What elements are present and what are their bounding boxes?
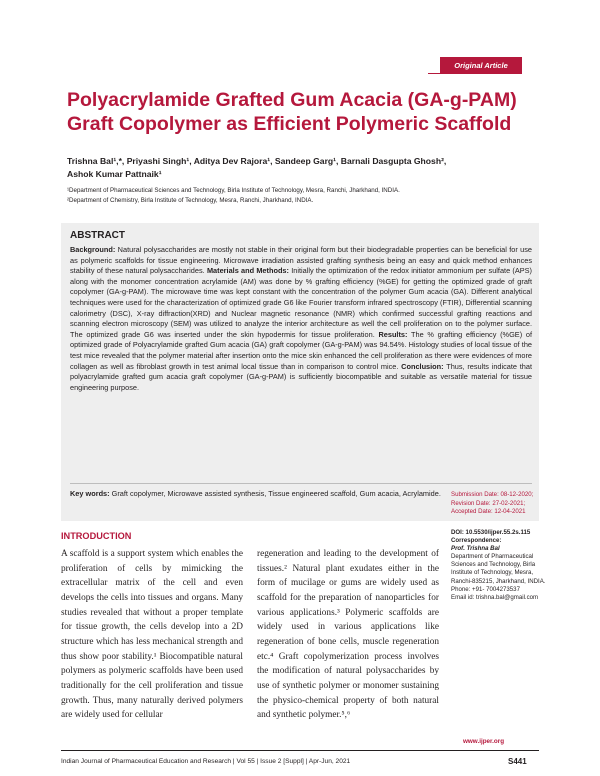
title-line-1: Polyacrylamide Grafted Gum Acacia (GA-g-PAM) xyxy=(67,89,517,111)
authors-line-2: Ashok Kumar Pattnaik¹ xyxy=(67,169,162,179)
background-text: Natural polysaccharides are mostly not stable in their original form but their biodegradable properties can be beneficial for use as polymeric scaffolds for tissue engineering. Microwave irradiation assisted grafting synthesis being an easy and quick method enhances stability of these natural polysaccharides. xyxy=(70,245,532,276)
corresponding-author-email[interactable]: Email id: trishna.bal@gmail.com xyxy=(451,593,539,601)
doi-link[interactable]: DOI: 10.5530/ijper.55.2s.115 xyxy=(451,529,531,536)
footer-divider xyxy=(61,750,539,751)
keywords-text: Graft copolymer, Microwave assisted synthesis, Tissue engineered scaffold, Gum acacia, Acrylamide. xyxy=(109,489,441,498)
corresponding-author-phone: Phone: +91- 7004273537 xyxy=(451,585,520,593)
abstract-divider xyxy=(70,483,532,484)
methods-text: Initially the optimization of the redox initiator ammonium per sulfate (APS) along with the monomer concentration acrylamide (AM) was done by % grafting efficiency (%GE) for getting the optimized grade of graft copolymer (GA-g-PAM). The microwave time was kept constant with the concentration of the polymer Gum acacia (GA). Different analytical techniques were used for the characterization of optimized grade G6 like Fourier transform infrared spectroscopy (FTIR), Differential scanning calorimetry (DSC), X-ray diffraction(XRD) and Nuclear magnetic resonance (NMR) which confirmed successful grafting reactions and scanning electron microscopy (SEM) was utilized to analyze the interior architecture as well the cell proliferation on to the polymer surface. The optimized grade G6 was inserted under the skin hypodermis for tissue proliferation. xyxy=(70,266,532,339)
results-text: The % grafting efficiency (%GE) of optimized grade of Polyacrylamide grafted Gum acacia (GA) graft copolymer (GA-g-PAM) was 94.54%. Histology studies of local tissue of the test mice revealed that the polymer material after insertion onto the mice skin enhanced the cell proliferation as there were evidences of more collagen as well as fibroblast growth in test animal local tissue than in comparison to control mice. xyxy=(70,329,532,371)
journal-footer: Indian Journal of Pharmaceutical Education and Research | Vol 55 | Issue 2 [Suppl] | Apr-Jun, 2021 xyxy=(61,758,351,765)
corresponding-author-address: Department of Pharmaceutical Sciences and Technology, Birla Institute of Technology, Mesra, Ranchi-835215, Jharkhand, INDIA. xyxy=(451,553,546,585)
conclusion-text: Thus, results indicate that polyacrylamide grafted gum acacia graft copolymer (GA-g-PAM) is sufficiently biocompatible and suitable as versatile material for tissue engineering purpose. xyxy=(70,361,532,392)
revision-date: Revision Date: 27-02-2021; xyxy=(451,499,526,507)
methods-label: Materials and Methods: xyxy=(204,266,289,276)
conclusion-label: Conclusion: xyxy=(398,361,444,371)
results-label: Results: xyxy=(374,329,408,339)
authors-line-1: Trishna Bal¹,*, Priyashi Singh¹, Aditya Dev Rajora¹, Sandeep Garg¹, Barnali Dasgupta Ghosh², xyxy=(67,156,447,166)
correspondence-block xyxy=(451,529,551,602)
introduction-heading: INTRODUCTION xyxy=(61,531,132,541)
introduction-column-2: regeneration and leading to the development of tissues.² Natural plant exudates either in the form of mucilage or gums are widely used as scaffold for the preparation of nanoparticles for various applications.³ Polymeric scaffolds are widely used in various applications like regeneration of bone cells, muscle regeneration etc.⁴ Graft copolymerization process involves the modification of natural polysaccharides by use of synthetic polymer or monomer sustaining the physico-chemical property of both natural and synthetic polymer.⁵,⁶ xyxy=(257,549,439,721)
correspondence-heading: Correspondence: xyxy=(451,537,502,545)
affiliations xyxy=(67,186,537,206)
article-type-badge xyxy=(440,57,522,73)
accepted-date: Accepted Date: 12-04-2021 xyxy=(451,508,526,516)
badge-underline xyxy=(428,73,522,74)
keywords-label: Key words: xyxy=(70,489,110,498)
journal-website-link[interactable]: www.ijper.org xyxy=(463,738,505,745)
page-number: S441 xyxy=(508,757,527,766)
background-label: Background: xyxy=(70,245,116,254)
corresponding-author-name: Prof. Trishna Bal xyxy=(451,545,500,553)
affiliation-1: ¹Department of Pharmaceutical Sciences and Technology, Birla Institute of Technology, Mesra, Ranchi, Jharkhand, INDIA. xyxy=(67,187,400,194)
introduction-column-1: A scaffold is a support system which enables the proliferation of cells by mimicking the extracellular matrix of the cell and even develops the cells into tissues and organs. Many studies revealed that without a proper template for tissue growth, the cells develop into a 2D structure which has less mechanical strength and thus show poor stability.¹ Biocompatible natural polymers as polymeric scaffolds have been used traditionally for the cell proliferation and tissue growth. Thus, many naturally derived polymers are widely used for cellular xyxy=(61,549,243,721)
title-line-2: Graft Copolymer as Efficient Polymeric Scaffold xyxy=(67,113,512,135)
abstract-heading: ABSTRACT xyxy=(70,230,125,241)
keywords xyxy=(70,489,450,500)
article-dates xyxy=(451,491,551,517)
author-list xyxy=(67,155,537,181)
article-title xyxy=(67,88,537,136)
submission-date: Submission Date: 08-12-2020; xyxy=(451,491,534,498)
abstract-body xyxy=(70,245,532,393)
article-type-label: Original Article xyxy=(454,60,508,70)
affiliation-2: ²Department of Chemistry, Birla Institute of Technology, Mesra, Ranchi, Jharkhand, INDIA. xyxy=(67,197,314,204)
